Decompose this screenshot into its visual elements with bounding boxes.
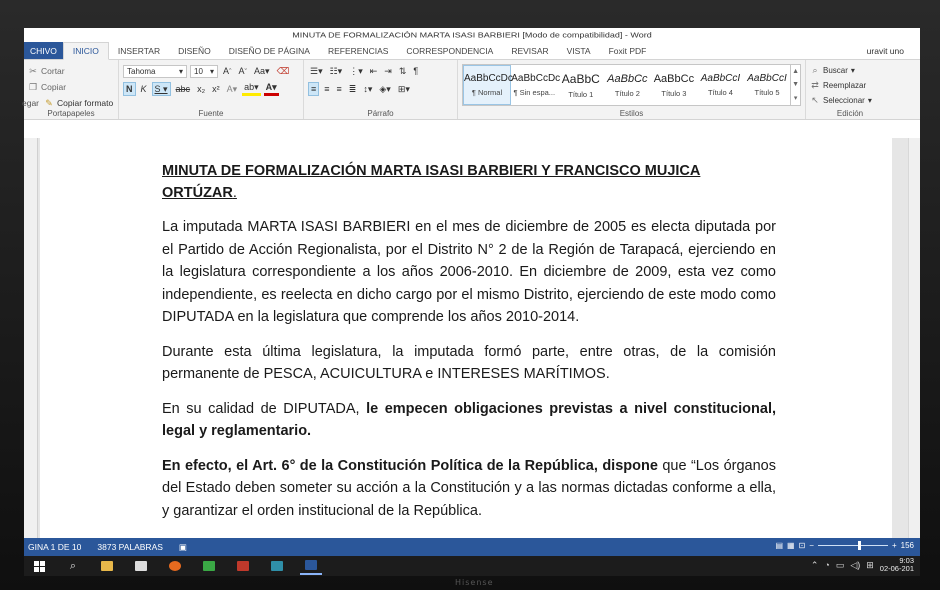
style-name: Título 2 xyxy=(614,88,640,98)
app-teal-icon[interactable] xyxy=(266,557,288,575)
tab-foxit[interactable]: Foxit PDF xyxy=(608,45,647,56)
read-mode-icon[interactable]: ▤ xyxy=(775,541,784,550)
battery-icon[interactable]: ▭ xyxy=(835,559,845,570)
style-sample: AaBbCcI xyxy=(700,73,741,84)
vertical-ruler xyxy=(24,138,38,538)
select-button[interactable] xyxy=(810,93,890,108)
paragraph-3[interactable] xyxy=(162,398,776,443)
chevron-down-icon: ▾ xyxy=(178,66,183,76)
ribbon-tabs xyxy=(24,42,920,60)
window-title: MINUTA DE FORMALIZACIÓN MARTA ISASI BARBIERI [Modo de compatibilidad] - Word xyxy=(292,31,652,39)
style-heading-2[interactable] xyxy=(604,65,651,105)
document-title-end: . xyxy=(232,185,237,201)
zoom-control xyxy=(775,541,914,550)
style-name: Título 3 xyxy=(661,88,687,98)
style-name: Título 4 xyxy=(707,88,733,97)
multilevel-list-icon[interactable]: ⋮▾ xyxy=(349,65,363,76)
superscript-button[interactable]: x² xyxy=(212,84,220,94)
clock[interactable] xyxy=(880,557,914,573)
italic-button[interactable]: K xyxy=(140,84,147,94)
pilcrow-icon[interactable]: ¶ xyxy=(413,66,419,76)
grow-font-button[interactable]: A ˆ xyxy=(223,66,232,76)
style-no-spacing[interactable] xyxy=(511,65,561,105)
system-tray xyxy=(811,557,914,573)
style-name: Título 1 xyxy=(568,89,594,99)
store-icon[interactable] xyxy=(130,557,152,575)
window-titlebar xyxy=(24,28,920,42)
copy-button[interactable] xyxy=(28,79,114,95)
style-heading-3[interactable] xyxy=(651,65,698,105)
status-bar xyxy=(24,538,920,556)
underline-button[interactable]: S ▾ xyxy=(152,82,171,96)
numbering-icon[interactable]: ☷▾ xyxy=(329,65,343,76)
network-icon[interactable]: ◔ xyxy=(824,560,830,570)
paragraph-4[interactable] xyxy=(162,455,776,523)
firefox-icon[interactable] xyxy=(164,557,186,575)
find-label: Buscar xyxy=(823,66,848,75)
paragraph-group xyxy=(304,60,458,119)
tab-design[interactable]: DISEÑO xyxy=(178,45,211,56)
chevron-up-icon[interactable]: ⌃ xyxy=(810,559,819,570)
vertical-scrollbar[interactable] xyxy=(908,138,920,538)
zoom-thumb[interactable] xyxy=(858,541,861,550)
line-spacing-icon[interactable]: ↕▾ xyxy=(363,83,373,94)
find-button[interactable] xyxy=(810,63,890,78)
style-name: ¶ Sin espa... xyxy=(513,88,556,97)
subscript-button[interactable]: x₂ xyxy=(197,84,206,94)
print-layout-icon[interactable]: ▦ xyxy=(787,541,795,550)
proofing-icon[interactable]: ▣ xyxy=(178,541,187,552)
font-name-select[interactable] xyxy=(123,65,187,78)
text-effects-button[interactable]: A▾ xyxy=(226,83,238,94)
editing-group xyxy=(806,60,894,119)
font-size-select[interactable] xyxy=(190,65,218,78)
document-body[interactable] xyxy=(162,160,776,522)
format-painter-label: Copiar formato xyxy=(57,98,114,108)
paragraph-1[interactable]: La imputada MARTA ISASI BARBIERI en el mes de diciembre de 2005 es electa diputada por el Partido de Acción Regionalista, por el Distrito N° 2 de la Región de Tarapacá, ejerciendo en la legislatura correspondiente a los años 2006-2010. En diciembre de 2009, esta vez como independiente, es reelecta en dicho cargo por el mismo Distrito, ejerciendo de este modo como DIPUTADA en la legislatura que comprende los años 2010-2014. xyxy=(162,219,776,325)
style-sample: AaBbCcDc xyxy=(464,73,513,84)
style-sample: AaBbC xyxy=(561,71,600,86)
paragraph-4-rest: que “Los órganos del Estado deben someter su acción a la Constitución y a las normas dictadas conforme a ella, y garantizar el orden institucional de la República. xyxy=(162,457,776,519)
search-icon: ⌕ xyxy=(812,65,818,75)
style-heading-5[interactable] xyxy=(744,65,791,105)
search-icon[interactable]: ⌕ xyxy=(69,559,77,572)
style-sample: AaBbCcDc xyxy=(511,73,561,84)
styles-group xyxy=(458,60,806,119)
tab-home[interactable]: INICIO xyxy=(63,42,109,60)
volume-icon[interactable]: ◁) xyxy=(850,559,861,570)
styles-scroll[interactable] xyxy=(790,65,800,105)
zoom-level[interactable]: 156 xyxy=(900,541,914,550)
windows-start-icon[interactable] xyxy=(28,557,50,575)
chevron-down-icon: ▾ xyxy=(850,66,855,75)
copy-label: Copiar xyxy=(41,82,67,92)
screen xyxy=(24,28,920,576)
paragraph-4-bold: En efecto, el Art. 6° de la Constitución Política de la República, dispone xyxy=(162,457,658,474)
replace-label: Reemplazar xyxy=(823,81,867,90)
change-case-button[interactable]: Aa▾ xyxy=(254,65,270,76)
language-icon[interactable]: ⊞ xyxy=(866,559,874,570)
chevron-down-icon: ▾ xyxy=(867,96,872,105)
cut-button[interactable] xyxy=(28,63,114,79)
style-normal[interactable] xyxy=(463,65,511,105)
justify-icon[interactable]: ≣ xyxy=(348,83,357,94)
file-explorer-icon[interactable] xyxy=(96,557,118,575)
style-name: ¶ Normal xyxy=(471,88,503,97)
word-icon[interactable] xyxy=(300,557,322,575)
cut-label: Cortar xyxy=(41,66,65,76)
style-heading-1[interactable] xyxy=(558,65,605,105)
monitor-brand: Hisense xyxy=(455,578,494,587)
select-label: Seleccionar xyxy=(823,96,865,105)
clipboard-group-label: Portapapeles xyxy=(47,109,95,118)
zoom-slider[interactable] xyxy=(818,545,888,546)
increase-indent-icon[interactable]: ⇥ xyxy=(384,65,392,76)
tab-file[interactable]: CHIVO xyxy=(24,42,63,59)
style-name: Título 5 xyxy=(754,88,780,97)
align-left-icon[interactable]: ≡ xyxy=(308,82,319,96)
sort-icon[interactable]: ⇅ xyxy=(398,65,407,76)
tab-references[interactable]: REFERENCIAS xyxy=(327,45,389,56)
zoom-in-button[interactable]: + xyxy=(891,541,897,550)
taskbar xyxy=(24,556,920,576)
zoom-out-button[interactable]: − xyxy=(809,541,814,550)
ribbon xyxy=(24,60,920,120)
clipboard-group xyxy=(24,60,119,119)
font-group-label: Fuente xyxy=(198,109,224,118)
style-sample: AaBbCc xyxy=(607,72,648,85)
paragraph-group-label: Párrafo xyxy=(367,109,394,118)
paragraph-2[interactable]: Durante esta última legislatura, la imputada formó parte, entre otras, de la comisión permanente de PESCA, ACUICULTURA e INTERESES MARÍTIMOS. xyxy=(162,343,776,382)
styles-group-label: Estilos xyxy=(619,109,644,118)
replace-button[interactable] xyxy=(810,78,890,93)
more-icon[interactable]: ▾ xyxy=(793,95,798,102)
font-color-button[interactable]: A▾ xyxy=(264,82,279,96)
editing-group-label: Edición xyxy=(836,109,864,118)
bullets-icon[interactable]: ☰▾ xyxy=(310,65,323,76)
document-canvas[interactable] xyxy=(24,138,920,538)
style-heading-4[interactable] xyxy=(697,65,744,105)
paste-label[interactable]: egar xyxy=(22,98,40,108)
chevron-up-icon[interactable]: ▲ xyxy=(792,68,800,75)
brush-icon: ✎ xyxy=(45,97,53,108)
tab-page-layout[interactable]: DISEÑO DE PÁGINA xyxy=(228,45,310,56)
clock-time: 9:03 xyxy=(899,556,914,565)
scissors-icon: ✂ xyxy=(29,65,37,76)
replace-icon: ⇄ xyxy=(811,80,819,90)
bold-button[interactable]: N xyxy=(123,82,136,96)
page-count[interactable]: GINA 1 DE 10 xyxy=(28,542,82,552)
user-name[interactable]: uravit uno xyxy=(866,46,904,56)
shrink-font-button[interactable]: A ˇ xyxy=(238,66,248,76)
app-green-icon[interactable] xyxy=(198,557,220,575)
highlight-button[interactable]: ab▾ xyxy=(242,82,261,96)
style-sample: AaBbCcI xyxy=(747,73,787,84)
shading-icon[interactable]: ◈▾ xyxy=(379,83,391,94)
chevron-down-icon[interactable]: ▼ xyxy=(792,81,800,88)
copy-icon: ❐ xyxy=(28,81,38,92)
clock-date: 02-06-201 xyxy=(879,564,914,573)
style-sample: AaBbCc xyxy=(653,72,695,85)
paragraph-3-bold: le empecen obligaciones previstas a nivel constitucional, legal y reglamentario. xyxy=(162,400,777,439)
word-count[interactable]: 3873 PALABRAS xyxy=(97,542,163,552)
font-name-value: Tahoma xyxy=(127,66,156,76)
tab-insert[interactable]: INSERTAR xyxy=(117,45,161,56)
clear-format-icon[interactable]: ⌫ xyxy=(276,65,290,76)
app-red-icon[interactable] xyxy=(232,557,254,575)
tab-view[interactable]: VISTA xyxy=(566,45,591,56)
borders-icon[interactable]: ⊞▾ xyxy=(397,83,410,94)
document-page[interactable] xyxy=(40,138,892,558)
align-right-icon[interactable]: ≡ xyxy=(336,84,342,94)
decrease-indent-icon[interactable]: ⇤ xyxy=(369,65,378,76)
document-title[interactable] xyxy=(162,160,776,204)
cursor-icon: ↖ xyxy=(811,95,819,105)
font-group xyxy=(119,60,304,119)
align-center-icon[interactable]: ≡ xyxy=(324,84,330,94)
document-title-text: MINUTA DE FORMALIZACIÓN MARTA ISASI BARBIERI Y FRANCISCO MUJICA ORTÚZAR xyxy=(162,163,701,201)
tab-mailings[interactable]: CORRESPONDENCIA xyxy=(406,45,494,56)
chevron-down-icon: ▾ xyxy=(209,66,214,76)
styles-gallery xyxy=(462,64,801,106)
tab-review[interactable]: REVISAR xyxy=(511,45,549,56)
font-size-value: 10 xyxy=(194,66,203,76)
paragraph-3-lead: En su calidad de DIPUTADA, xyxy=(162,400,367,417)
web-layout-icon[interactable]: ⊡ xyxy=(798,541,806,550)
strikethrough-button[interactable]: abc xyxy=(175,84,191,94)
